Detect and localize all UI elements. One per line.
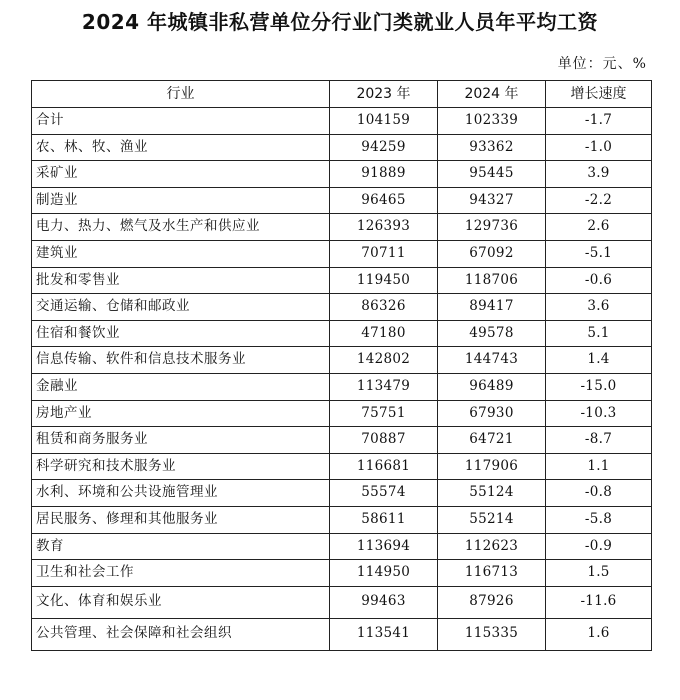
cell-2024: 49578: [438, 320, 546, 347]
cell-growth: -2.2: [546, 187, 652, 214]
cell-2023: 99463: [330, 586, 438, 618]
table-row: [32, 373, 652, 400]
cell-2023: 94259: [330, 134, 438, 161]
table-body: [32, 108, 652, 651]
header-industry: 行业: [32, 81, 330, 108]
cell-2023: 75751: [330, 400, 438, 427]
cell-2023: 142802: [330, 347, 438, 374]
table-row: [32, 480, 652, 507]
table-row: [32, 618, 652, 650]
cell-growth: -11.6: [546, 586, 652, 618]
cell-2023: 55574: [330, 480, 438, 507]
cell-2023: 113541: [330, 618, 438, 650]
cell-industry: 批发和零售业: [32, 267, 330, 294]
table-row: [32, 586, 652, 618]
cell-2023: 113694: [330, 533, 438, 560]
header-2023: 2023 年: [330, 81, 438, 108]
table-row: [32, 267, 652, 294]
table-row: [32, 161, 652, 188]
cell-2024: 115335: [438, 618, 546, 650]
cell-industry: 公共管理、社会保障和社会组织: [32, 618, 330, 650]
cell-industry: 电力、热力、燃气及水生产和供应业: [32, 214, 330, 241]
cell-2024: 55124: [438, 480, 546, 507]
cell-2024: 67092: [438, 240, 546, 267]
cell-growth: -5.8: [546, 506, 652, 533]
cell-growth: 2.6: [546, 214, 652, 241]
cell-growth: -0.8: [546, 480, 652, 507]
cell-2024: 55214: [438, 506, 546, 533]
cell-2023: 116681: [330, 453, 438, 480]
unit-note: 单位：元、%: [557, 56, 647, 72]
cell-industry: 房地产业: [32, 400, 330, 427]
cell-industry: 金融业: [32, 373, 330, 400]
table-row: [32, 400, 652, 427]
cell-2024: 117906: [438, 453, 546, 480]
header-row: [32, 81, 652, 108]
cell-industry: 采矿业: [32, 161, 330, 188]
table-row: [32, 294, 652, 321]
cell-2023: 119450: [330, 267, 438, 294]
table-row: [32, 506, 652, 533]
table-row: [32, 187, 652, 214]
table-row: [32, 320, 652, 347]
cell-2023: 86326: [330, 294, 438, 321]
cell-industry: 水利、环境和公共设施管理业: [32, 480, 330, 507]
table-row: [32, 108, 652, 135]
header-2024: 2024 年: [438, 81, 546, 108]
table-header: [32, 81, 652, 108]
cell-industry: 文化、体育和娱乐业: [32, 586, 330, 618]
cell-growth: -1.0: [546, 134, 652, 161]
table-row: [32, 214, 652, 241]
cell-growth: -10.3: [546, 400, 652, 427]
table-row: [32, 453, 652, 480]
cell-2024: 93362: [438, 134, 546, 161]
cell-2024: 96489: [438, 373, 546, 400]
cell-2023: 70711: [330, 240, 438, 267]
cell-industry: 租赁和商务服务业: [32, 427, 330, 454]
cell-industry: 住宿和餐饮业: [32, 320, 330, 347]
cell-2024: 89417: [438, 294, 546, 321]
cell-2023: 58611: [330, 506, 438, 533]
table-row: [32, 533, 652, 560]
cell-2024: 112623: [438, 533, 546, 560]
cell-2024: 64721: [438, 427, 546, 454]
cell-2024: 144743: [438, 347, 546, 374]
cell-growth: 1.5: [546, 560, 652, 587]
cell-industry: 信息传输、软件和信息技术服务业: [32, 347, 330, 374]
cell-industry: 合计: [32, 108, 330, 135]
cell-growth: 1.6: [546, 618, 652, 650]
cell-2024: 129736: [438, 214, 546, 241]
cell-industry: 农、林、牧、渔业: [32, 134, 330, 161]
cell-industry: 卫生和社会工作: [32, 560, 330, 587]
cell-growth: -8.7: [546, 427, 652, 454]
cell-growth: -0.6: [546, 267, 652, 294]
cell-industry: 教育: [32, 533, 330, 560]
cell-2024: 87926: [438, 586, 546, 618]
wage-table: [31, 80, 652, 651]
cell-growth: 3.9: [546, 161, 652, 188]
table-row: [32, 347, 652, 374]
cell-growth: 3.6: [546, 294, 652, 321]
table-row: [32, 560, 652, 587]
cell-growth: 1.4: [546, 347, 652, 374]
cell-2023: 126393: [330, 214, 438, 241]
cell-2023: 91889: [330, 161, 438, 188]
cell-2024: 95445: [438, 161, 546, 188]
cell-industry: 制造业: [32, 187, 330, 214]
cell-growth: -0.9: [546, 533, 652, 560]
cell-growth: -1.7: [546, 108, 652, 135]
cell-growth: -5.1: [546, 240, 652, 267]
cell-2023: 70887: [330, 427, 438, 454]
table-row: [32, 134, 652, 161]
page-title: 2024 年城镇非私营单位分行业门类就业人员年平均工资: [81, 10, 599, 34]
cell-2024: 102339: [438, 108, 546, 135]
cell-industry: 居民服务、修理和其他服务业: [32, 506, 330, 533]
cell-2023: 114950: [330, 560, 438, 587]
cell-growth: -15.0: [546, 373, 652, 400]
cell-growth: 1.1: [546, 453, 652, 480]
cell-2024: 67930: [438, 400, 546, 427]
table-row: [32, 240, 652, 267]
cell-industry: 建筑业: [32, 240, 330, 267]
table-row: [32, 427, 652, 454]
cell-industry: 交通运输、仓储和邮政业: [32, 294, 330, 321]
cell-2023: 113479: [330, 373, 438, 400]
header-growth: 增长速度: [546, 81, 652, 108]
cell-2023: 104159: [330, 108, 438, 135]
cell-2023: 47180: [330, 320, 438, 347]
cell-2024: 116713: [438, 560, 546, 587]
cell-2024: 94327: [438, 187, 546, 214]
cell-industry: 科学研究和技术服务业: [32, 453, 330, 480]
cell-2023: 96465: [330, 187, 438, 214]
cell-2024: 118706: [438, 267, 546, 294]
cell-growth: 5.1: [546, 320, 652, 347]
